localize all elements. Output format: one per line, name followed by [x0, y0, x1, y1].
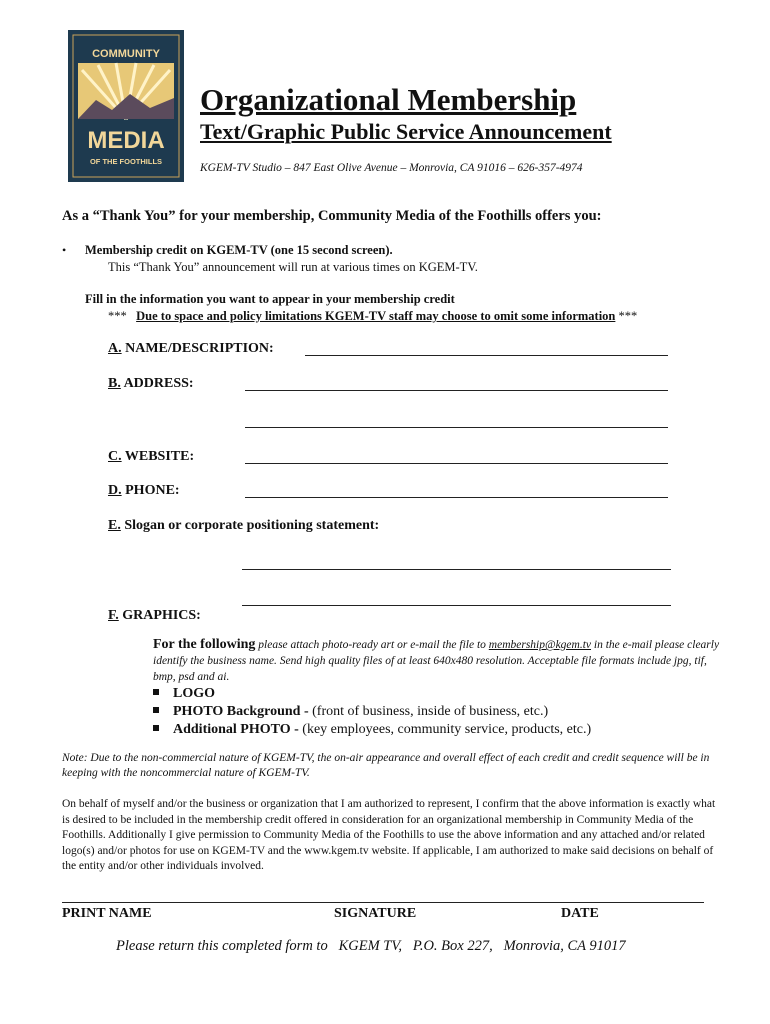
graphics-item-logo: LOGO: [153, 686, 215, 702]
graphics-item-additional-photo: Additional PHOTO - (key employees, community service, products, etc.): [153, 722, 591, 738]
logo-text-community: COMMUNITY: [92, 48, 160, 60]
slogan-input-line-1[interactable]: [242, 569, 671, 570]
consent-paragraph: On behalf of myself and/or the business or organization that I am authorized to represent, I confirm that the above information is exactly what is desired to be included in the membership credit offered in consideration for an organizational membership in Community Media of the Foothills. Additionally I give permission to Community Media of the Foothills to use the above information and any attached and/or related logo(s) and/or photos for use on KGEM-TV and the www.kgem.tv website. If applicable, I am authorized to make said decisions on behalf of the entity and/or other individuals involved.: [62, 798, 716, 872]
field-label-slogan: E. Slogan or corporate positioning statement:: [108, 518, 380, 533]
membership-credit-text: Membership credit on KGEM-TV (one 15 second screen).: [85, 243, 393, 257]
studio-address: KGEM-TV Studio – 847 East Olive Avenue – Monrovia, CA 91016 – 626-357-4974: [200, 162, 583, 174]
website-input-line[interactable]: [245, 463, 668, 464]
phone-input-line[interactable]: [245, 497, 668, 498]
page-subtitle: Text/Graphic Public Service Announcement: [200, 119, 612, 144]
field-label-graphics: F. GRAPHICS:: [108, 608, 201, 623]
fill-in-instruction: Fill in the information you want to appear in your membership credit: [85, 292, 455, 306]
graphics-item-photo-background: PHOTO Background - (front of business, inside of business, etc.): [153, 704, 548, 720]
bullet-dot: •: [62, 243, 67, 257]
stars-left: ***: [108, 309, 127, 323]
square-bullet-icon: [153, 707, 159, 713]
square-bullet-icon: [153, 725, 159, 731]
community-media-logo: [68, 30, 184, 182]
date-label: DATE: [561, 906, 599, 921]
logo-text-media: MEDIA: [87, 127, 165, 154]
noncommercial-note: Note: Due to the non-commercial nature of KGEM-TV, the on-air appearance and overall effect of each credit and credit sequence will be in keeping with the noncommercial nature of KGEM-TV.: [62, 752, 710, 779]
address-input-line-1[interactable]: [245, 390, 668, 391]
address-input-line-2[interactable]: [245, 427, 668, 428]
name-input-line[interactable]: [305, 355, 668, 356]
field-label-website: C. WEBSITE:: [108, 449, 195, 464]
page-title: Organizational Membership: [200, 82, 577, 117]
limitation-note: [108, 309, 637, 324]
stars-right: ***: [618, 309, 638, 323]
signature-label: SIGNATURE: [334, 906, 417, 921]
thank-you-heading: As a “Thank You” for your membership, Community Media of the Foothills offers you:: [62, 208, 602, 224]
signature-line[interactable]: [62, 902, 704, 903]
graphics-instructions: For the following please attach photo-ready art or e-mail the file to membership@kgem.tv in the e-mail please clearly identify the business name. Send high quality files of at least 640x480 resolution. Acceptable file formats include jpg, tif, bmp, psd and ai.: [153, 637, 720, 683]
limitation-text: Due to space and policy limitations KGEM-TV staff may choose to omit some information: [136, 309, 616, 323]
print-name-label: PRINT NAME: [62, 906, 152, 921]
graphics-lead: For the following: [153, 637, 256, 652]
field-label-phone: D. PHONE:: [108, 483, 180, 498]
square-bullet-icon: [153, 689, 159, 695]
field-label-name: A. NAME/DESCRIPTION:: [108, 341, 274, 356]
membership-email-link[interactable]: membership@kgem.tv: [488, 639, 592, 651]
credit-note-text: This “Thank You” announcement will run at various times on KGEM-TV.: [108, 260, 478, 274]
return-instructions: Please return this completed form to KGEM TV, P.O. Box 227, Monrovia, CA 91017: [116, 938, 626, 954]
field-label-address: B. ADDRESS:: [108, 376, 194, 391]
slogan-input-line-2[interactable]: [242, 605, 671, 606]
logo-text-foothills: OF THE FOOTHILLS: [89, 157, 163, 166]
